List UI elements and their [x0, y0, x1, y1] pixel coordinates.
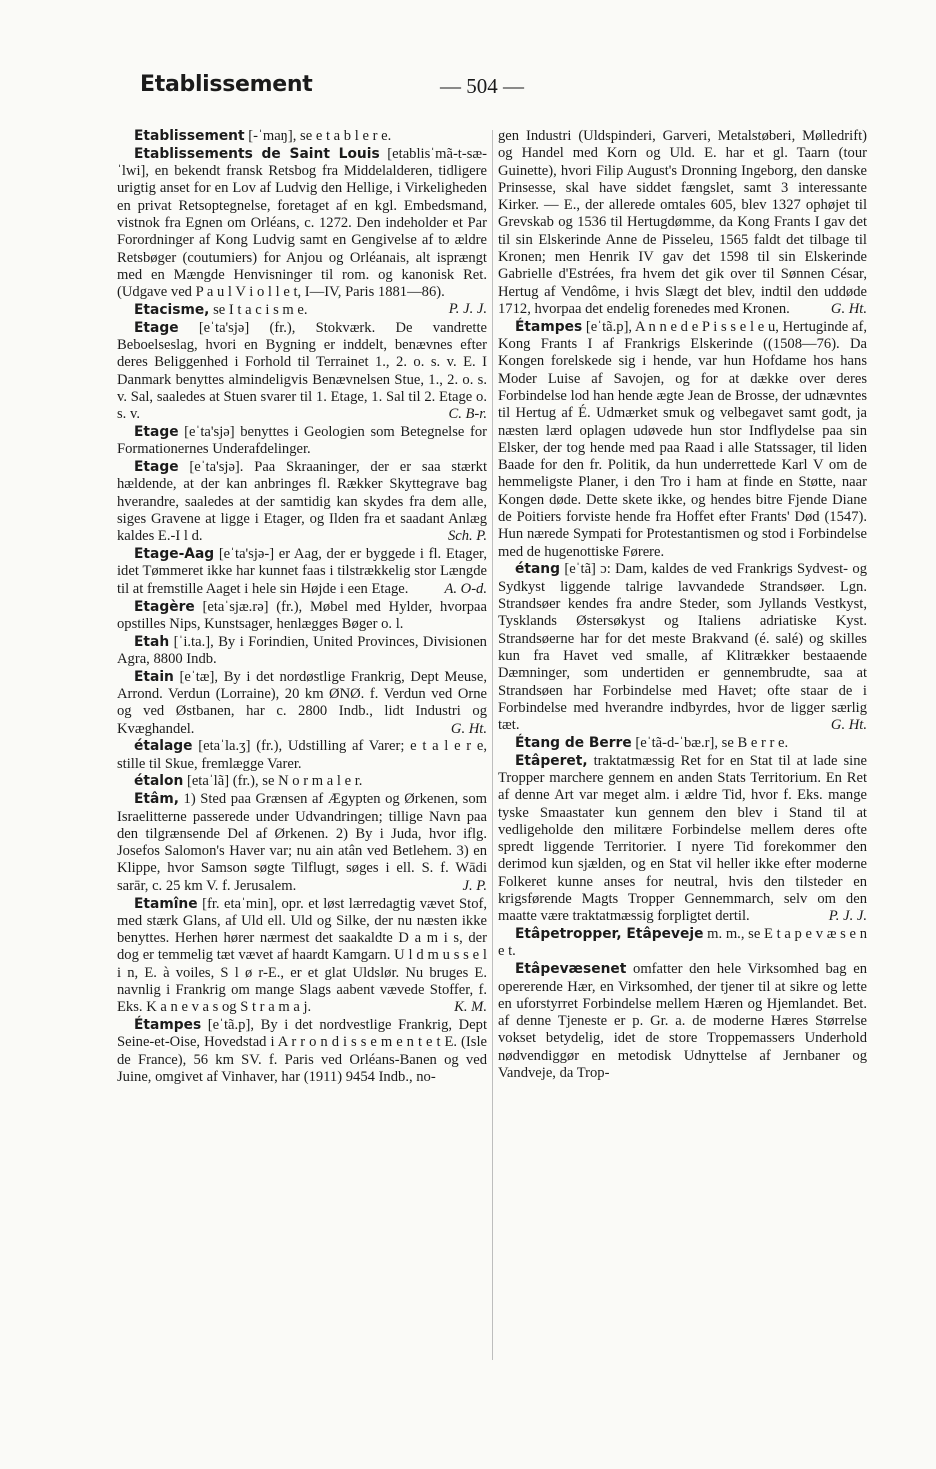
entry-signature: C. B-r. [448, 406, 487, 423]
dictionary-entry [117, 738, 487, 773]
entry-headword: Etâperet, [515, 752, 588, 769]
entry-text: [eˈtã] ɔ: Dam, kaldes de ved Frankrigs Sydvest- og Sydkyst liggende talrige lavvandede Strandsøer. Lgn. Strandsøer kendes fra andre Steder, som Jyllands Vestkyst, Tysklands Østersøkyst og Italiens adriatiske Kyst. Strandsøerne har for det meste Brakvand (é. salé) og skilles kun fra Havet ved smalle, af Klitrækker bestaaende Dæmninger, som undertiden er gennembrudte, saa at Strandsøen har Forbindelse med Havet; ofte staar de i Forbindelse med hverandre indbyrdes, hvor de ligger særlig tæt. [498, 561, 867, 734]
dictionary-entry [498, 926, 867, 961]
entry-headword: Etablissement [134, 128, 245, 144]
entry-headword: Etamîne [134, 895, 198, 912]
entry-headword: Étampes [134, 1017, 202, 1034]
entry-text: traktatmæssig Ret for en Stat til at lade sine Tropper marchere gennem en anden Stats Territorium. En Ret af denne Art var meget alm. i ældre Tid, hvor f. Eks. mange tyske Smaastater kun gennem den blev i Stand til at vedligeholde den militære Forbindelse mellem deres ofte spredt liggende Territorier. I nyere Tid forekommer den derimod kun sjælden, og en Stat vil heller ikke efter moderne Folkeret kunne anses for neutral, hvis den tilsteder en krigsførende Magts Tropper Gennemmarch, selv om den maatte være traktatmæssig forpligtet dertil. [498, 752, 867, 925]
entry-signature: P. J. J. [448, 301, 487, 318]
entry-signature: A. O-d. [444, 580, 487, 597]
entry-headword: Etagère [134, 598, 195, 615]
dictionary-entry [498, 753, 867, 926]
dictionary-entry [498, 561, 867, 734]
entry-headword: Etablissements de Saint Louis [134, 145, 380, 162]
dictionary-entry [117, 128, 487, 145]
entry-headword: étalon [134, 773, 184, 790]
entry-headword: Etage [134, 424, 179, 441]
page-number: — 504 — [440, 74, 524, 98]
right-column [498, 128, 867, 1083]
entry-signature: K. M. [454, 999, 487, 1016]
entry-text: [eˈta'sjə] benyttes i Geologien som Betegnelse for Formationernes Underafdelinger. [117, 424, 487, 458]
entry-text: 1) Sted paa Grænsen af Ægypten og Ørkenen, som Israelitterne passerede under Udvandringen; tillige Navn paa den tilgrænsende Del af Ørkenen. 2) By i Juda, hvor iflg. Josefos Salomon's Haver var; nu ain atân ved Betlehem. 3) en Klippe, hvor Samson søgte Tilflugt, søges i ell. S. f. Wādi sarār, c. 25 km V. f. Jerusalem. [117, 791, 487, 894]
entry-text: [eˈtã.p], By i det nordvestlige Frankrig, Dept Seine-et-Oise, Hovedstad i A r r o n d i s s e m e n t e t E. (Isle de France), 56 km SV. f. Paris ved Orléans-Banen og ved Juine, omgivet af Vinhaver, har (1911) 9454 Indb., no- [117, 1017, 487, 1086]
dictionary-entry [117, 896, 487, 1017]
entry-headword: Etacisme, [134, 301, 210, 318]
dictionary-entry [498, 128, 867, 318]
entry-headword: Etâpevæsenet [515, 961, 627, 978]
entry-signature: Sch. P. [447, 528, 487, 545]
entry-text: [etaˈla.ʒ] (fr.), Udstilling af Varer; e t a l e r e, stille til Skue, fremlægge Varer. [117, 738, 487, 772]
dictionary-entry [117, 599, 487, 634]
entry-headword: Étampes [515, 318, 583, 335]
entry-text: [eˈta'sjə]. Paa Skraaninger, der er saa stærkt hældende, at der kan anbringes fl. Rækker Skyttegrave bag hverandre, saaledes at der samtidig kan skydes fra dem alle, siges Gravene at ligge i Etager, og Ilden fra et saadant Anlæg kaldes E.-I l d. [117, 459, 487, 545]
dictionary-entry [117, 791, 487, 895]
entry-text: [eˈta'sjə-] er Aag, der er byggede i fl. Etager, idet Tømmeret ikke har kunnet faas i tilstrækkelig stor Længde til at fremstille Aaget i hele sin Højde i een Etage. [117, 546, 487, 597]
dictionary-entry [117, 320, 487, 424]
entry-signature: G. Ht. [830, 300, 867, 317]
entry-signature: G. Ht. [830, 717, 867, 734]
entry-text: [eˈta'sjə] (fr.), Stokværk. De vandrette Beboelseslag, hvori en Bygning er inddelt, benævnes efter deres Beliggenhed i Forhold til Terrainet 1., 2. o. s. v. E. I Danmark benyttes almindeligvis Benævnelsen Stue, 1., 2. o. s. v. Sal, saaledes at Stuen svarer til 1. Etage, 1. Sal til 2. Etage o. s. v. [117, 319, 487, 423]
entry-headword: Etage [134, 459, 179, 476]
running-head-title: Etablissement [140, 72, 313, 97]
entry-signature: P. J. J. [828, 908, 867, 925]
entry-text: [etaˈsjæ.rə] (fr.), Møbel med Hylder, hvorpaa opstilles Nips, Kunstsager, henlægges Bøger o. l. [117, 598, 487, 632]
entry-headword: Etah [134, 633, 170, 650]
entry-text: [etaˈlã] (fr.), se N o r m a l e r. [186, 773, 363, 790]
entry-headword: étalage [134, 738, 193, 755]
entry-text: gen Industri (Uldspinderi, Garveri, Metalstøberi, Mølledrift) og Handel med Korn og Uld. E. har et gl. Taarn (tour Guinette), hvori Filip August's Dronning Ingeborg, den danske Prinsesse, skal have siddet fængslet, samt 3 interessante Kirker. — E., der allerede omtales 605, blev 1327 ophøjet til Grevskab og 1536 til Hertugdømme, da Kong Frants I gav det til sin Elskerinde Anne de Pisseleu, 1565 faldt det tilbage til Kronen; men Henrik IV gav det 1598 til sin Elskerinde Gabrielle d'Estrées, fra hvem det gik over til Sønnen César, Hertug af Vendôme, i hvis Slægt det blev, indtil den uddøde 1712, hvorpaa det endelig forenedes med Kronen. [498, 128, 867, 317]
entry-headword: Etain [134, 668, 174, 685]
entry-text: [fr. etaˈmin], opr. et løst lærredagtig vævet Stof, med stærk Glans, af Uld ell. Uld og Silke, der nu næsten ikke benyttes. Herhen hører nærmest det saakaldte D a m i s, der dog er temmelig tæt vævet af haardt Kamgarn. U l d m u s s e l i n, E. à voiles, S l ø r-E., er et glat Uldslør. Nu bruges E. navnlig i Frankrig om mange Slags aabent vævede Stoffer, f. Eks. K a n e v a s og S t r a m a j. [117, 895, 487, 1016]
dictionary-entry [117, 546, 487, 598]
entry-text: se I t a c i s m e. [213, 301, 308, 318]
dictionary-entry [498, 319, 867, 561]
dictionary-entry [498, 961, 867, 1082]
dictionary-entry [117, 669, 487, 738]
entry-headword: étang [515, 561, 560, 578]
entry-headword: Etage-Aag [134, 546, 215, 563]
dictionary-entry [117, 634, 487, 669]
entry-text: [ˈi.ta.], By i Forindien, United Provinces, Divisionen Agra, 8800 Indb. [117, 633, 487, 667]
dictionary-entry [498, 735, 867, 752]
entry-signature: J. P. [462, 877, 487, 894]
entry-text: [eˈtã.p], A n n e d e P i s s e l e u, Hertuginde af, Kong Frants I af Frankrigs Elskerinde ((1508—76). Da Kongen forelskede sig i hende, var hun Hofdame hos hans Moder Luise af Savojen, og for at dække over deres Forbindelse lod han hende ægte Jean de Brosse, der udnævntes til Hertug af É. Udmærket smuk og velbegavet samt godt, ja næsten lærd oplagen udøvede hun stor Indflydelse paa sin Elsker, der tog hende med paa Raad i alle Statssager, til liden Baade for den fr. Politik, da hun underrettede Karl V om de hemmeligste Planer, i den Tro i ham at finde en Støtte, naar Kongen døde. Dette skete ikke, og hendes bitre Fjende Diane de Poitiers forviste hende fra Hoffet efter Frants' Død (1547). Hun nærede Sympati for Protestantismen og stod i Forbindelse med de hugenottiske Førere. [498, 318, 867, 560]
dictionary-entry [117, 424, 487, 459]
left-column [117, 128, 487, 1087]
entry-text: omfatter den hele Virksomhed bag en opererende Hær, en Virksomhed, der tjener til at sikre og lette en uforstyrret Forbindelse mellem Hæren og Hjemlandet. Bet. af denne Tjeneste er p. Gr. a. de moderne Hæres Størrelse vokset betydelig, idet de store Troppemassers Underhold nødvendiggør en metodisk Udnyttelse af Jernbaner og Vandveje, da Trop- [498, 961, 868, 1082]
entry-signature: G. Ht. [450, 720, 487, 737]
entry-text: [eˈtã-d-ˈbæ.r], se B e r r e. [635, 734, 789, 751]
entry-headword: Etage [134, 319, 179, 336]
entry-text: [etablisˈmã-t-sæ-ˈlwi], en bekendt fransk Retsbog fra Middelalderen, tidligere urigtig anset for en Lov af Ludvig den Hellige, i Virkeligheden en privat Retsoptegnelse, foretaget af en kgl. Embedsmand, vistnok fra Egnen om Orléans, c. 1272. Den indeholder et Par Forordninger af Kong Ludvig samt en Gengivelse af to ældre Retsbøger (coutumiers) for Anjou og Orléanais, alt isprængt med en Mængde Henvisninger til rom. og kanonisk Ret. (Udgave ved P a u l V i o l l e t, I—IV, Paris 1881—86). [117, 145, 487, 301]
entry-headword: Étang de Berre [515, 734, 632, 751]
entry-text: m. m., se E t a p e v æ s e n e t. [498, 926, 867, 960]
dictionary-entry [117, 773, 487, 790]
dictionary-entry [117, 1017, 487, 1086]
dictionary-entry [117, 459, 487, 545]
entry-headword: Etâpetropper, Etâpeveje [515, 926, 704, 943]
entry-text: [eˈtæ], By i det nordøstlige Frankrig, Dept Meuse, Arrond. Verdun (Lorraine), 20 km ØNØ. f. Verdun ved Orne og ved Østbanen, har c. 2800 Indb., lidt Industri og Kvæghandel. [117, 668, 487, 737]
entry-text: [-ˈmaŋ], se e t a b l e r e. [248, 128, 392, 144]
column-divider [492, 130, 493, 1360]
running-head [140, 72, 846, 106]
entry-headword: Etâm, [134, 791, 179, 808]
